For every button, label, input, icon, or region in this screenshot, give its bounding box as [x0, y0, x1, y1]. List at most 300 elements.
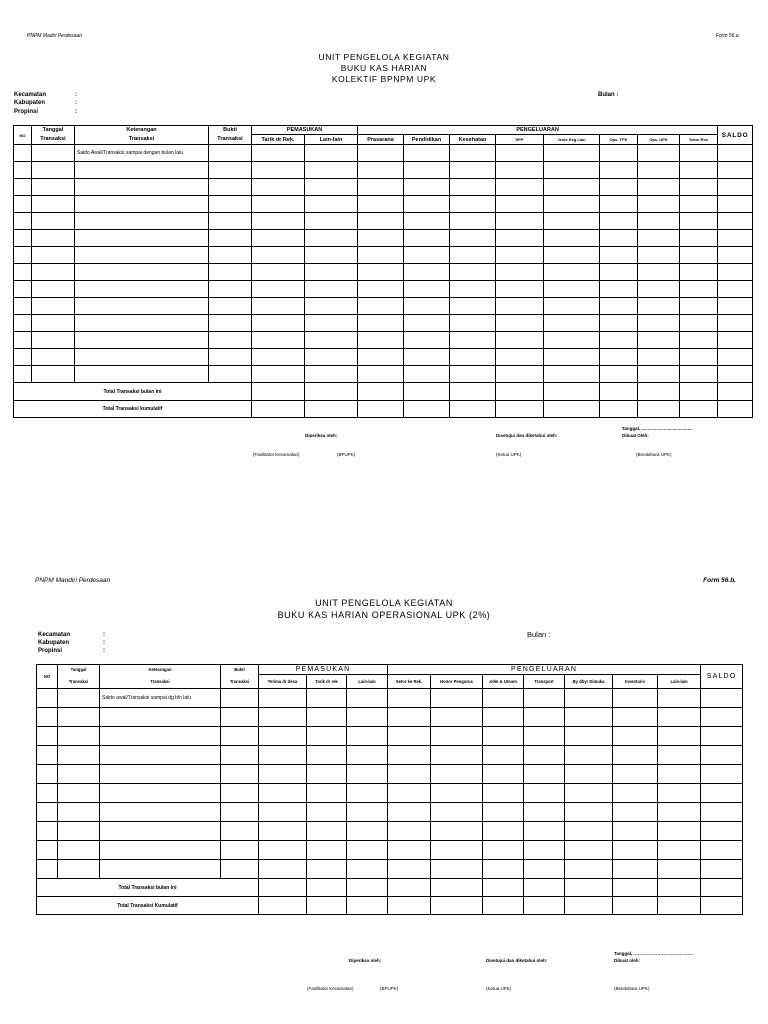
- form-a-title-3: KOLEKTIF BPNPM UPK: [331, 74, 437, 84]
- form-a-table-cell: [305, 315, 358, 332]
- form-b-table-cell: [431, 822, 483, 841]
- form-b-col-bukti: Bukti: [221, 665, 259, 675]
- form-b-table-cell: [347, 689, 388, 708]
- form-b-table-cell: [431, 746, 483, 765]
- form-b-table-cell: [483, 822, 524, 841]
- form-b-table-cell: [388, 784, 431, 803]
- form-a-table-cell: [638, 179, 680, 196]
- form-a-table-cell: [600, 213, 638, 230]
- form-b-sig-bpupk: (BPUPK): [380, 986, 399, 991]
- form-b-table-cell: [483, 727, 524, 746]
- form-b-table-cell: [613, 822, 658, 841]
- form-a-table-cell: [496, 179, 544, 196]
- form-b-table-cell: [58, 727, 100, 746]
- form-b-table-cell: [613, 708, 658, 727]
- form-b-sig-tanggal: Tanggal, ………………………………….: [614, 951, 694, 956]
- form-a-table-row: [14, 315, 753, 332]
- form-a-table-cell: [32, 213, 75, 230]
- form-b-table-cell: [701, 689, 743, 708]
- form-a-table-cell: [209, 230, 252, 247]
- form-a-table-cell: [718, 179, 753, 196]
- form-b-table-cell: [565, 841, 613, 860]
- form-a-table-cell: [32, 298, 75, 315]
- form-a-table-cell: [252, 247, 305, 264]
- form-b-table-cell: [37, 822, 58, 841]
- form-a-table-cell: [32, 281, 75, 298]
- form-a-table-row: [14, 332, 753, 349]
- form-b-table-cell: [431, 841, 483, 860]
- form-a-table-cell: [404, 332, 450, 349]
- form-a-table-cell: [252, 213, 305, 230]
- form-a-table-cell: [358, 162, 404, 179]
- form-b-table-cell: [658, 803, 701, 822]
- form-a-table-cell: [404, 145, 450, 162]
- form-a-table-cell: [252, 281, 305, 298]
- form-b-table-cell: [37, 841, 58, 860]
- form-a-table-cell: [450, 332, 496, 349]
- form-a-table-cell: [496, 332, 544, 349]
- form-a-table-cell: [680, 162, 718, 179]
- form-b-col-adm-umum: Adm & Umum: [483, 675, 524, 689]
- form-b-table-cell: [658, 689, 701, 708]
- form-b-sig-dibuat: Dibuat oleh:: [614, 958, 640, 963]
- form-a-table-cell: [209, 366, 252, 383]
- form-b-table-cell: [307, 765, 347, 784]
- form-b-table-cell: [347, 746, 388, 765]
- form-b-table-cell: [701, 784, 743, 803]
- form-b-sig-bendahara: (Bendahara UPK): [614, 986, 650, 991]
- form-b-table-row: [37, 746, 743, 765]
- form-b-table-cell: [347, 708, 388, 727]
- form-a-col-jenis-keg-lain: Jenis Keg Lain: [544, 135, 600, 145]
- form-a-table-cell: [718, 298, 753, 315]
- form-a-table-cell: [252, 196, 305, 213]
- form-a-table-cell: [305, 366, 358, 383]
- form-b-table-cell: [701, 803, 743, 822]
- form-a-table-cell: [600, 315, 638, 332]
- form-b-table-cell: [431, 860, 483, 879]
- form-a-table-cell: [305, 213, 358, 230]
- form-a-table-cell: [305, 298, 358, 315]
- form-a-table-cell: [252, 332, 305, 349]
- form-a-table-cell: [358, 349, 404, 366]
- form-b-table-cell: [613, 746, 658, 765]
- form-b-table-cell: [524, 746, 565, 765]
- form-b-col-tanggal-transaksi: Transaksi: [58, 675, 100, 689]
- form-a-title-1: UNIT PENGELOLA KEGIATAN: [318, 52, 450, 62]
- form-a-table-cell: [209, 332, 252, 349]
- form-b-table-cell: [347, 841, 388, 860]
- form-a-table-row: [14, 230, 753, 247]
- form-b-table-cell: [524, 784, 565, 803]
- form-b-table-cell: [701, 860, 743, 879]
- form-a-table-cell: [638, 264, 680, 281]
- form-a-table-cell: [496, 247, 544, 264]
- form-a-table-cell: [600, 298, 638, 315]
- form-b-table-cell: [658, 765, 701, 784]
- form-a-col-setor-rek: Setor Rek: [680, 135, 718, 145]
- form-a-table-cell: [600, 366, 638, 383]
- form-a-table-cell: [358, 230, 404, 247]
- form-b-table-cell: [658, 841, 701, 860]
- form-b-table-cell: [58, 860, 100, 879]
- form-a-table-cell: [718, 332, 753, 349]
- form-b-table-cell: [221, 860, 259, 879]
- form-a-total-cumulative: Total Transaksi kumulatif: [14, 401, 252, 418]
- form-b-table-cell: [259, 860, 307, 879]
- form-a-table-cell: [14, 196, 32, 213]
- form-b-table-cell: [431, 803, 483, 822]
- form-a-table-cell: [358, 179, 404, 196]
- form-b-col-lain-lain-out: Lain-lain: [658, 675, 701, 689]
- form-a-table-cell: [544, 247, 600, 264]
- form-a-col-bukti-transaksi: Transaksi: [209, 135, 252, 145]
- form-a-table-cell: [544, 162, 600, 179]
- form-a-table-cell: [638, 196, 680, 213]
- form-b-table-cell: [37, 860, 58, 879]
- form-b-table-cell: [58, 765, 100, 784]
- form-b-col-pengeluaran: PENGELUARAN: [388, 665, 701, 675]
- form-a-table-row: [14, 179, 753, 196]
- form-a-table-cell: [680, 145, 718, 162]
- form-a-table-cell: [404, 264, 450, 281]
- form-a-table-cell: [638, 298, 680, 315]
- form-b-table-cell: [388, 746, 431, 765]
- form-b-table-cell: [259, 841, 307, 860]
- form-b-table-cell: [388, 860, 431, 879]
- form-a-sig-disetujui: Disetujui dan diketahui oleh:: [496, 433, 558, 438]
- form-b-col-by-dimuka: By dbyr Dimuka: [565, 675, 613, 689]
- form-a-table-cell: [544, 281, 600, 298]
- form-b-col-setor-rek: Setor ke Rek.: [388, 675, 431, 689]
- form-b-table-cell: [307, 822, 347, 841]
- form-a-table-cell: [209, 247, 252, 264]
- form-a-table-cell: [14, 247, 32, 264]
- form-b-table-cell: [58, 746, 100, 765]
- form-b-table-cell: [100, 708, 221, 727]
- form-a-table-cell: [32, 264, 75, 281]
- form-b-table-cell: [613, 784, 658, 803]
- form-b-table-cell: [524, 708, 565, 727]
- form-b-table-cell: [347, 803, 388, 822]
- form-a-table-cell: [209, 264, 252, 281]
- form-a-table-cell: [305, 281, 358, 298]
- form-a-table-cell: [404, 366, 450, 383]
- form-b-table-cell: [388, 765, 431, 784]
- form-a-table-cell: [358, 366, 404, 383]
- form-a-table-cell: [544, 264, 600, 281]
- form-b-table-row: [37, 689, 743, 708]
- form-b-table-cell: [524, 803, 565, 822]
- form-b-table-row: [37, 822, 743, 841]
- form-b-table-cell: [100, 746, 221, 765]
- form-b-table-cell: [388, 727, 431, 746]
- form-b-table-row: [37, 727, 743, 746]
- form-a-col-kesehatan: Kesehatan: [450, 135, 496, 145]
- form-a-table-cell: [209, 315, 252, 332]
- form-a-table-cell: [32, 349, 75, 366]
- form-b-table-cell: [37, 708, 58, 727]
- form-a-table-cell: [358, 281, 404, 298]
- form-a-table-cell: [75, 196, 209, 213]
- form-a-table-cell: [252, 179, 305, 196]
- form-a-table-cell: [638, 145, 680, 162]
- form-a-table-cell: [450, 298, 496, 315]
- form-a-first-row-text: Saldo Awal/Transaksi sampai dengan bulan lalu: [75, 145, 209, 162]
- form-b-table-cell: [431, 765, 483, 784]
- form-b-col-keterangan-transaksi: Transaksi: [100, 675, 221, 689]
- form-a-table-cell: [496, 366, 544, 383]
- form-a-table-cell: [252, 145, 305, 162]
- form-a-table-cell: [496, 213, 544, 230]
- form-b-col-transport: Transport: [524, 675, 565, 689]
- form-b-table-cell: [221, 727, 259, 746]
- form-a-table-cell: [404, 247, 450, 264]
- form-a-table-cell: [680, 366, 718, 383]
- form-a-table-cell: [450, 196, 496, 213]
- form-a-col-pengeluaran: PENGELUARAN: [358, 126, 718, 135]
- form-b-table-cell: [37, 803, 58, 822]
- form-b-col-terima-desa: Terima dr desa: [259, 675, 307, 689]
- form-a-table-cell: [404, 162, 450, 179]
- form-a-table-cell: [600, 196, 638, 213]
- form-a-table-cell: [305, 230, 358, 247]
- form-a-col-no: NO: [14, 126, 32, 145]
- form-a-table-cell: [358, 247, 404, 264]
- form-b-sig-ketua: (Ketua UPK): [486, 986, 512, 991]
- form-b-table-cell: [701, 727, 743, 746]
- form-b-kabupaten-colon: :: [103, 640, 105, 646]
- form-a-table-cell: [496, 162, 544, 179]
- form-b-table-cell: [701, 708, 743, 727]
- form-b-table-cell: [100, 860, 221, 879]
- form-b-table-cell: [100, 765, 221, 784]
- form-a-table-row: [14, 196, 753, 213]
- form-a-table-cell: [14, 179, 32, 196]
- form-b-table-row: [37, 860, 743, 879]
- form-b-table-cell: [221, 689, 259, 708]
- form-a-table-cell: [32, 247, 75, 264]
- form-b-table-cell: [431, 708, 483, 727]
- form-a-table-cell: [680, 298, 718, 315]
- form-b-table-cell: [307, 784, 347, 803]
- form-a-table-cell: [600, 332, 638, 349]
- form-a-col-keterangan-transaksi: Transaksi: [75, 135, 209, 145]
- form-a-table: [13, 125, 753, 418]
- form-b-sig-disetujui: Disetujui dan diketahui oleh:: [486, 958, 548, 963]
- form-a-table-cell: [496, 264, 544, 281]
- form-b-table-cell: [347, 784, 388, 803]
- form-b-table-cell: [483, 841, 524, 860]
- form-b-table-cell: [100, 727, 221, 746]
- form-a-table-cell: [305, 196, 358, 213]
- form-a-table-cell: [305, 349, 358, 366]
- form-b-header-left: PNPM Mandiri Perdesaan: [35, 577, 111, 584]
- form-a-table-cell: [450, 230, 496, 247]
- form-b-table-cell: [483, 765, 524, 784]
- form-b-table-cell: [483, 803, 524, 822]
- form-b-table-row: [37, 803, 743, 822]
- form-a-table-cell: [252, 315, 305, 332]
- form-b-table-cell: [565, 803, 613, 822]
- form-b-table-cell: [431, 784, 483, 803]
- form-a-table-cell: [718, 264, 753, 281]
- form-b-table-cell: [565, 708, 613, 727]
- form-b-table-cell: [701, 841, 743, 860]
- form-a-table-cell: [544, 315, 600, 332]
- form-a-table-cell: [544, 213, 600, 230]
- form-b-table-cell: [565, 689, 613, 708]
- form-a-table-cell: [305, 332, 358, 349]
- form-b-table-cell: [658, 727, 701, 746]
- form-a-sig-fasilitator: (Fasilitator Kecamatan): [253, 452, 300, 457]
- form-b-table-cell: [58, 689, 100, 708]
- form-a-table-cell: [600, 162, 638, 179]
- form-a-table-cell: [305, 162, 358, 179]
- form-b-table-row: [37, 841, 743, 860]
- form-b-col-lain-lain-in: Lain-lain: [347, 675, 388, 689]
- form-a-table-cell: [358, 213, 404, 230]
- form-a-table-cell: [32, 230, 75, 247]
- form-a-table-cell: [14, 230, 32, 247]
- form-a-table-cell: [600, 247, 638, 264]
- form-b-table-cell: [613, 765, 658, 784]
- form-b-table-cell: [58, 784, 100, 803]
- form-a-table-cell: [404, 179, 450, 196]
- form-a-col-lain-lain-in: Lain-lain: [305, 135, 358, 145]
- form-b-table-cell: [388, 841, 431, 860]
- form-a-table-cell: [75, 247, 209, 264]
- form-b-table-cell: [347, 727, 388, 746]
- form-b-total-month: Total Transaksi bulan ini: [37, 879, 259, 897]
- form-a-table-cell: [544, 332, 600, 349]
- form-a-table-cell: [680, 247, 718, 264]
- form-a-table-cell: [680, 281, 718, 298]
- form-a-total-month: Total Transaksi bulan ini: [14, 383, 252, 401]
- form-a-header-right: Form 56.a.: [715, 33, 740, 39]
- form-b-table-cell: [37, 727, 58, 746]
- form-a-table-cell: [252, 162, 305, 179]
- form-a-table-cell: [680, 332, 718, 349]
- form-a-table-cell: [496, 281, 544, 298]
- form-a-table-cell: [680, 264, 718, 281]
- form-a-table-cell: [718, 315, 753, 332]
- form-b-col-pemasukan: PEMASUKAN: [259, 665, 388, 675]
- form-b-table-row: [37, 784, 743, 803]
- form-a-table-cell: [358, 145, 404, 162]
- form-a-table-cell: [404, 298, 450, 315]
- form-a-table-cell: [14, 213, 32, 230]
- form-a-table-cell: [404, 213, 450, 230]
- form-a-table-cell: [209, 162, 252, 179]
- form-a-table-cell: [680, 196, 718, 213]
- form-a-table-cell: [450, 349, 496, 366]
- form-a-table-cell: [638, 315, 680, 332]
- form-a-table-cell: [32, 366, 75, 383]
- form-b-table-cell: [259, 689, 307, 708]
- form-b-table-cell: [221, 746, 259, 765]
- form-a-table-cell: [209, 196, 252, 213]
- form-a-table-cell: [496, 349, 544, 366]
- form-a-col-tanggal: Tanggal: [32, 126, 75, 135]
- form-a-propinsi-label: Propinsi: [14, 109, 39, 115]
- form-a-table-cell: [638, 162, 680, 179]
- form-a-table-cell: [600, 349, 638, 366]
- form-a-table-cell: [496, 315, 544, 332]
- form-a-table-cell: [252, 298, 305, 315]
- form-b-table-cell: [524, 860, 565, 879]
- form-a-table-cell: [404, 230, 450, 247]
- form-a-table-cell: [75, 315, 209, 332]
- form-a-table-cell: [14, 298, 32, 315]
- form-b-table-cell: [524, 822, 565, 841]
- form-a-table-cell: [32, 332, 75, 349]
- form-a-table-cell: [252, 366, 305, 383]
- form-b-table-cell: [565, 860, 613, 879]
- form-a-col-tarik-rek: Tarik dr Rek.: [252, 135, 305, 145]
- form-b-col-keterangan: Keterangan: [100, 665, 221, 675]
- form-b-table-cell: [701, 746, 743, 765]
- form-b-table-cell: [388, 708, 431, 727]
- form-b-table-cell: [483, 689, 524, 708]
- form-b-col-tarik-rek: Tarik dr rek: [307, 675, 347, 689]
- form-b-table-cell: [388, 689, 431, 708]
- form-a-table-cell: [14, 281, 32, 298]
- form-b-table-cell: [221, 708, 259, 727]
- form-b-first-row-text: Saldo awal/Transaksi sampai dg bln lalu: [100, 689, 221, 708]
- form-a-table-cell: [496, 145, 544, 162]
- form-a-table-cell: [450, 247, 496, 264]
- form-b-table-cell: [565, 765, 613, 784]
- form-b-table-cell: [658, 708, 701, 727]
- form-a-table-cell: [450, 281, 496, 298]
- form-a-bulan-label: Bulan :: [598, 92, 619, 98]
- form-a-table-cell: [600, 145, 638, 162]
- form-b-table-cell: [307, 841, 347, 860]
- form-a-table-cell: [638, 349, 680, 366]
- form-a-table-cell: [75, 332, 209, 349]
- form-a-table-row: [14, 281, 753, 298]
- form-a-table-cell: [450, 315, 496, 332]
- form-b-table-cell: [658, 860, 701, 879]
- form-a-table-cell: [75, 281, 209, 298]
- form-b-table-cell: [58, 841, 100, 860]
- form-b-table-cell: [613, 727, 658, 746]
- form-b-propinsi-label: Propinsi: [38, 648, 63, 654]
- form-a-table-cell: [450, 162, 496, 179]
- form-a-table-cell: [75, 162, 209, 179]
- form-a-table-cell: [209, 213, 252, 230]
- form-b-table-cell: [658, 746, 701, 765]
- form-b-title-1: UNIT PENGELOLA KEGIATAN: [315, 598, 453, 608]
- form-a-table-cell: [680, 179, 718, 196]
- form-b-table-cell: [524, 841, 565, 860]
- form-a-table-cell: [718, 145, 753, 162]
- form-b-table-cell: [221, 822, 259, 841]
- form-a-table-cell: [404, 349, 450, 366]
- form-b-table-cell: [347, 822, 388, 841]
- form-a-table-cell: [680, 213, 718, 230]
- form-a-table-cell: [680, 230, 718, 247]
- form-a-table-cell: [544, 145, 600, 162]
- form-a-col-saldo: SALDO: [718, 126, 753, 145]
- form-a-table-cell: [75, 179, 209, 196]
- form-a-table-cell: [600, 264, 638, 281]
- form-a-kecamatan-label: Kecamatan: [14, 92, 47, 98]
- form-b-table-cell: [58, 708, 100, 727]
- form-b-table-cell: [565, 822, 613, 841]
- form-b-table-cell: [259, 727, 307, 746]
